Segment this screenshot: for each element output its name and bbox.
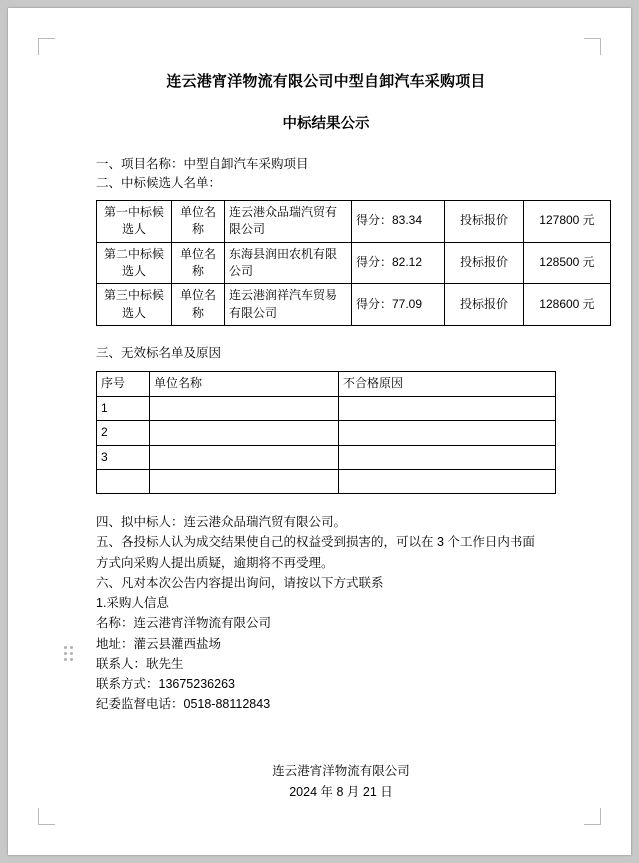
drag-handle-icon[interactable] xyxy=(64,646,78,660)
column-header-unit: 单位名称 xyxy=(150,372,339,396)
column-header-seq: 序号 xyxy=(97,372,150,396)
page-title: 连云港宵洋物流有限公司中型自卸汽车采购项目 xyxy=(166,73,486,90)
document-body xyxy=(96,70,595,803)
cell-reason xyxy=(339,470,556,494)
crop-mark-top-right xyxy=(584,38,601,55)
cell-seq: 3 xyxy=(97,445,150,469)
column-header-reason: 不合格原因 xyxy=(339,372,556,396)
cell-reason xyxy=(339,445,556,469)
table-row xyxy=(97,421,556,445)
unit-name: 连云港众品瑞汽贸有限公司 xyxy=(225,200,352,242)
score: 得分：83.34 xyxy=(352,200,445,242)
candidate-rank: 第一中标候选人 xyxy=(97,200,172,242)
unit-label: 单位名称 xyxy=(172,242,225,284)
unit-name: 东海县润田农机有限公司 xyxy=(225,242,352,284)
table-row xyxy=(97,200,611,242)
cell-unit xyxy=(150,421,339,445)
table-row xyxy=(97,284,611,326)
section-project-name: 一、项目名称：中型自卸汽车采购项目 xyxy=(96,157,309,171)
bid-label: 投标报价 xyxy=(445,242,524,284)
table-header-row xyxy=(97,372,556,396)
bid-price: 128600 元 xyxy=(524,284,611,326)
cell-seq xyxy=(97,470,150,494)
table-row xyxy=(97,445,556,469)
cell-unit xyxy=(150,445,339,469)
table-row xyxy=(97,396,556,420)
document-page xyxy=(8,8,631,855)
table-row xyxy=(97,242,611,284)
cell-reason xyxy=(339,396,556,420)
section-invalid-bids-heading: 三、无效标名单及原因 xyxy=(96,346,222,361)
section-contact-heading: 六、凡对本次公告内容提出询问，请按以下方式联系 xyxy=(96,575,384,590)
bid-label: 投标报价 xyxy=(445,284,524,326)
section-objection-line-2: 方式向采购人提出质疑，逾期将不再受理。 xyxy=(96,555,334,570)
cell-seq: 1 xyxy=(97,396,150,420)
score: 得分：77.09 xyxy=(352,284,445,326)
crop-mark-top-left xyxy=(38,38,55,55)
cell-unit xyxy=(150,396,339,420)
cell-reason xyxy=(339,421,556,445)
purchaser-address: 地址：灌云县灌西盐场 xyxy=(96,636,222,651)
section-objection-line-1: 五、各投标人认为成交结果使自己的权益受到损害的，可以在 3 个工作日内书面 xyxy=(96,535,535,550)
unit-label: 单位名称 xyxy=(172,284,225,326)
signature-company: 连云港宵洋物流有限公司 xyxy=(272,763,410,778)
signature-date: 2024 年 8 月 21 日 xyxy=(289,784,393,799)
table-row xyxy=(97,470,556,494)
contact-phone: 联系方式：13675236263 xyxy=(96,677,235,692)
candidate-rank: 第三中标候选人 xyxy=(97,284,172,326)
supervision-phone: 纪委监督电话：0518-88112843 xyxy=(96,697,271,712)
crop-mark-bottom-right xyxy=(584,808,601,825)
closing-sections xyxy=(96,512,556,715)
signature-block xyxy=(96,761,556,804)
crop-mark-bottom-left xyxy=(38,808,55,825)
invalid-bids-table xyxy=(96,371,556,494)
candidate-rank: 第二中标候选人 xyxy=(97,242,172,284)
bid-price: 128500 元 xyxy=(524,242,611,284)
cell-unit xyxy=(150,470,339,494)
page-subtitle: 中标结果公示 xyxy=(282,116,370,132)
contact-person: 联系人：耿先生 xyxy=(96,656,184,671)
cell-seq: 2 xyxy=(97,421,150,445)
section-candidate-list-heading: 二、中标候选人名单： xyxy=(96,176,222,191)
bid-price: 127800 元 xyxy=(524,200,611,242)
score: 得分：82.12 xyxy=(352,242,445,284)
unit-label: 单位名称 xyxy=(172,200,225,242)
section-winner: 四、拟中标人：连云港众品瑞汽贸有限公司。 xyxy=(96,515,347,530)
purchaser-name: 名称：连云港宵洋物流有限公司 xyxy=(96,616,272,631)
purchaser-info-heading: 1.采购人信息 xyxy=(96,596,169,611)
bid-label: 投标报价 xyxy=(445,200,524,242)
candidates-table xyxy=(96,200,611,326)
unit-name: 连云港润祥汽车贸易有限公司 xyxy=(225,284,352,326)
